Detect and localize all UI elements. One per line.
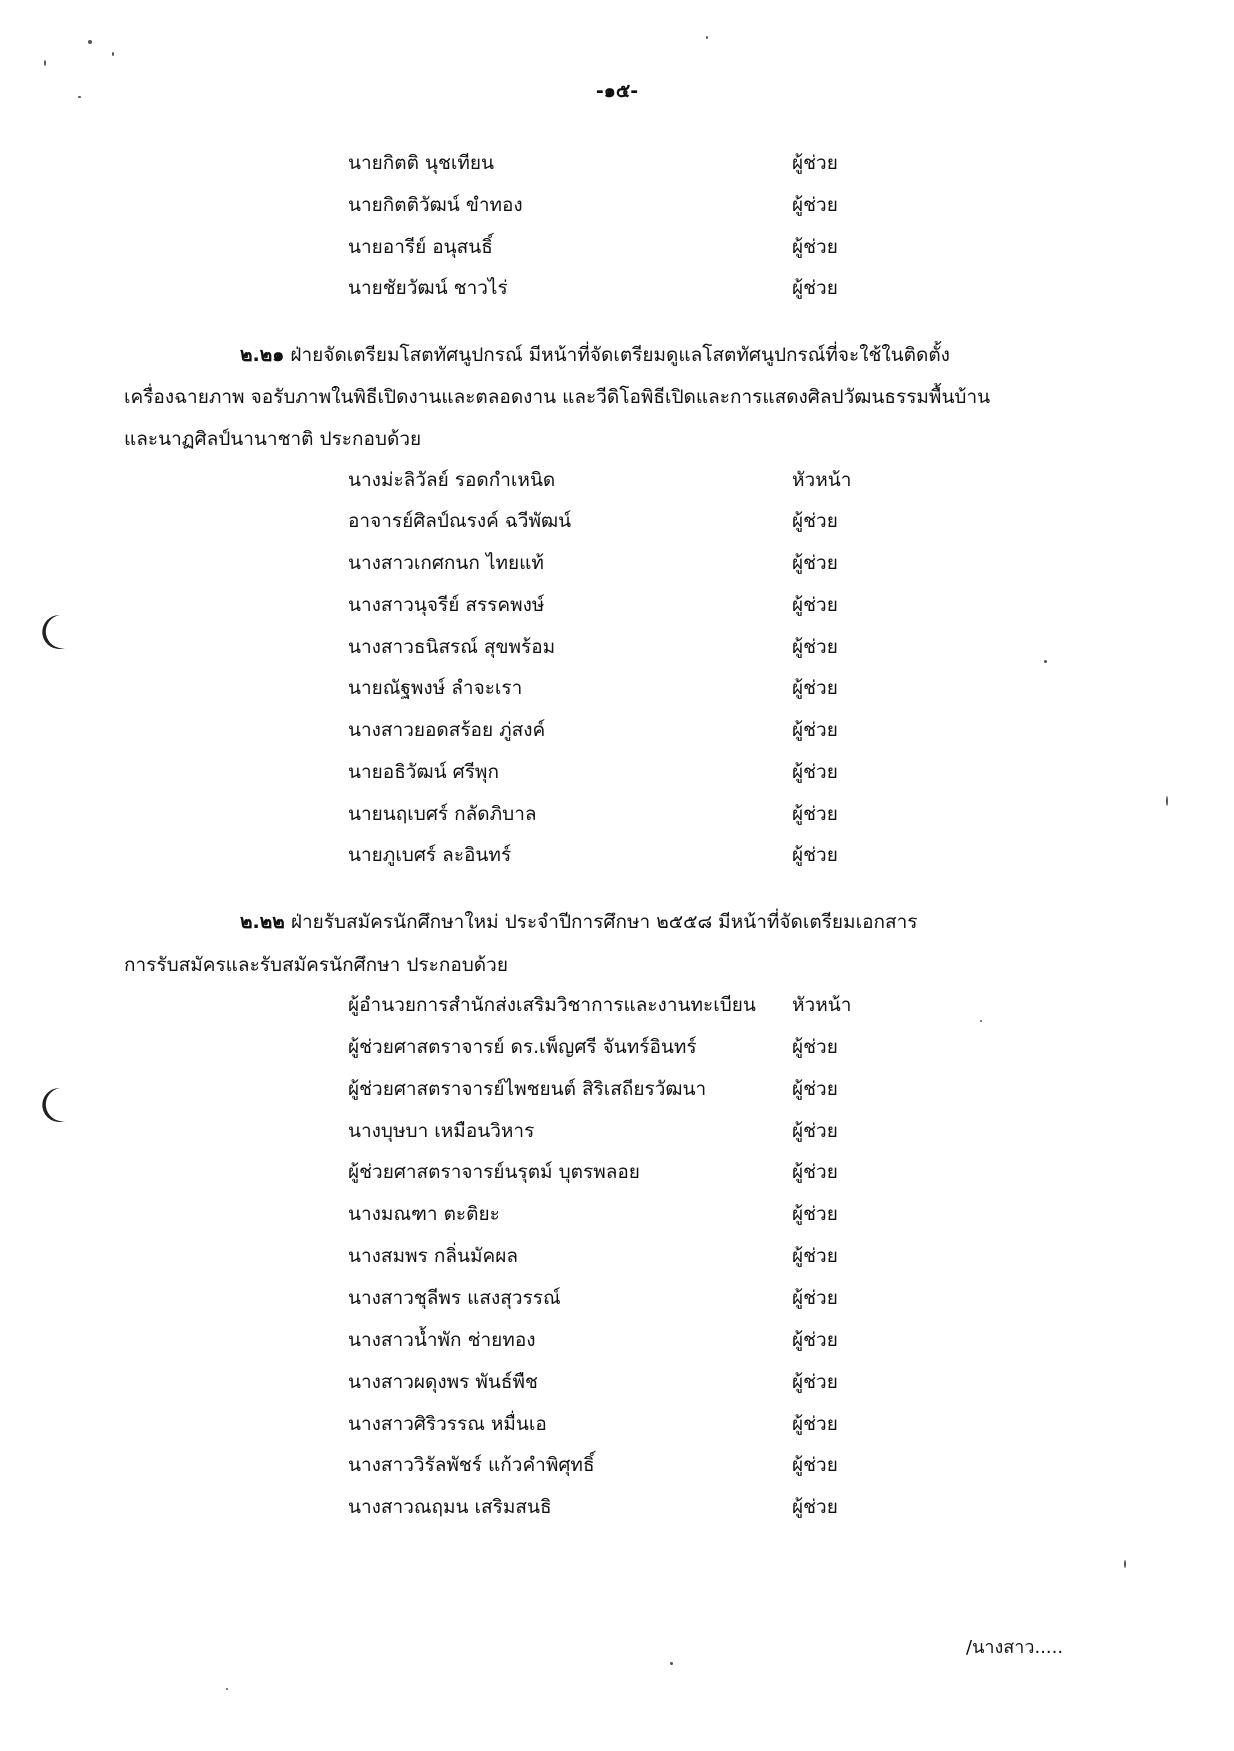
member-name: อาจารย์ศิลป์ณรงค์ ฉวีพัฒน์ (348, 510, 572, 532)
member-role: ผู้ช่วย (792, 1329, 838, 1351)
continuation-note: /นางสาว..... (966, 1637, 1064, 1658)
section-text-line: ฝ่ายรับสมัครนักศึกษาใหม่ ประจำปีการศึกษา ๒๕๕๘ มีหน้าที่จัดเตรียมเอกสาร (290, 911, 918, 933)
member-role: ผู้ช่วย (792, 677, 838, 699)
member-role: ผู้ช่วย (792, 510, 838, 532)
scan-speck (1124, 1560, 1126, 1568)
member-role: ผู้ช่วย (792, 1371, 838, 1393)
section-heading (240, 340, 950, 370)
member-name: นางมณฑา ตะติยะ (348, 1203, 500, 1225)
binder-hole-mark-icon (38, 612, 68, 652)
member-role: ผู้ช่วย (792, 277, 838, 299)
member-role: ผู้ช่วย (792, 1496, 838, 1518)
member-name: นายภูเบศร์ ละอินทร์ (348, 844, 512, 866)
member-name: นายกิตติวัฒน์ ขำทอง (348, 194, 523, 216)
page-number: -๑๕- (595, 80, 639, 102)
member-name: นางสมพร กลิ่นมัคผล (348, 1245, 518, 1267)
member-name: ผู้ช่วยศาสตราจารย์นรุตม์ บุตรพลอย (348, 1161, 640, 1183)
member-name: นายกิตติ นุชเทียน (348, 152, 495, 174)
member-role: หัวหน้า (792, 994, 852, 1016)
scan-speck (88, 40, 92, 44)
member-name: นางสาวศิริวรรณ หมื่นเอ (348, 1413, 547, 1435)
member-name: นายชัยวัฒน์ ชาวไร่ (348, 277, 508, 299)
scan-speck (44, 60, 46, 66)
member-role: ผู้ช่วย (792, 1036, 838, 1058)
scan-speck (112, 52, 114, 56)
member-role: ผู้ช่วย (792, 803, 838, 825)
section-text-line: และนาฏศิลป์นานาชาติ ประกอบด้วย (124, 428, 422, 450)
member-name: นางสาวณฤมน เสริมสนธิ (348, 1496, 552, 1518)
scan-speck (706, 36, 708, 39)
member-name: นางสาวนุจรีย์ สรรคพงษ์ (348, 594, 545, 616)
member-name: นางสาวยอดสร้อย ภู่สงค์ (348, 719, 546, 741)
binder-hole-mark-icon (38, 1085, 68, 1125)
member-role: ผู้ช่วย (792, 1413, 838, 1435)
section-number: ๒.๒๒ (240, 911, 285, 933)
member-name: นางสาวผดุงพร พันธ์พืช (348, 1371, 538, 1393)
member-role: ผู้ช่วย (792, 194, 838, 216)
member-name: นายอธิวัฒน์ ศรีพุก (348, 761, 499, 783)
scan-speck (1044, 660, 1047, 663)
member-role: ผู้ช่วย (792, 552, 838, 574)
scan-speck (980, 1020, 982, 1022)
member-role: ผู้ช่วย (792, 1287, 838, 1309)
member-name: นางบุษบา เหมือนวิหาร (348, 1120, 535, 1142)
member-role: ผู้ช่วย (792, 1078, 838, 1100)
section-text-line: เครื่องฉายภาพ จอรับภาพในพิธีเปิดงานและตลอดงาน และวีดิโอพิธีเปิดและการแสดงศิลปวัฒนธรรมพื้นบ้าน (124, 386, 991, 408)
member-role: ผู้ช่วย (792, 1120, 838, 1142)
scan-speck (226, 1688, 228, 1690)
member-role: ผู้ช่วย (792, 594, 838, 616)
member-name: นางสาวชุลีพร แสงสุวรรณ์ (348, 1287, 561, 1309)
member-role: ผู้ช่วย (792, 1203, 838, 1225)
member-role: ผู้ช่วย (792, 236, 838, 258)
member-role: ผู้ช่วย (792, 152, 838, 174)
section-text-line: ฝ่ายจัดเตรียมโสตทัศนูปกรณ์ มีหน้าที่จัดเตรียมดูแลโสตทัศนูปกรณ์ที่จะใช้ในติดตั้ง (290, 344, 950, 366)
member-name: นางสาวเกศกนก ไทยแท้ (348, 552, 544, 574)
member-role: ผู้ช่วย (792, 844, 838, 866)
member-name: นางสาววิรัลพัชร์ แก้วคำพิศุทธิ์ (348, 1454, 595, 1476)
section-heading (240, 907, 917, 937)
member-name: ผู้ช่วยศาสตราจารย์ ดร.เพ็ญศรี จันทร์อินทร์ (348, 1036, 697, 1058)
scan-speck (78, 96, 81, 98)
member-name: ผู้อำนวยการสำนักส่งเสริมวิชาการและงานทะเบียน (348, 994, 756, 1016)
member-role: ผู้ช่วย (792, 1454, 838, 1476)
member-name: นายอารีย์ อนุสนธิ์ (348, 236, 493, 258)
member-role: ผู้ช่วย (792, 1161, 838, 1183)
scan-speck (670, 1662, 673, 1665)
member-name: ผู้ช่วยศาสตราจารย์ไพชยนต์ สิริเสถียรวัฒนา (348, 1078, 707, 1100)
section-number: ๒.๒๑ (240, 344, 285, 366)
member-name: นางม่ะลิวัลย์ รอดกำเหนิด (348, 469, 556, 491)
member-role: ผู้ช่วย (792, 1245, 838, 1267)
member-name: นางสาวน้ำพัก ช่ายทอง (348, 1329, 536, 1351)
member-name: นางสาวธนิสรณ์ สุขพร้อม (348, 636, 556, 658)
member-role: หัวหน้า (792, 469, 852, 491)
member-name: นายณัฐพงษ์ ลำจะเรา (348, 677, 523, 699)
section-text-line: การรับสมัครและรับสมัครนักศึกษา ประกอบด้วย (124, 954, 508, 976)
member-role: ผู้ช่วย (792, 636, 838, 658)
member-name: นายนฤเบศร์ กลัดภิบาล (348, 803, 537, 825)
member-role: ผู้ช่วย (792, 719, 838, 741)
scan-speck (1166, 796, 1168, 806)
member-role: ผู้ช่วย (792, 761, 838, 783)
